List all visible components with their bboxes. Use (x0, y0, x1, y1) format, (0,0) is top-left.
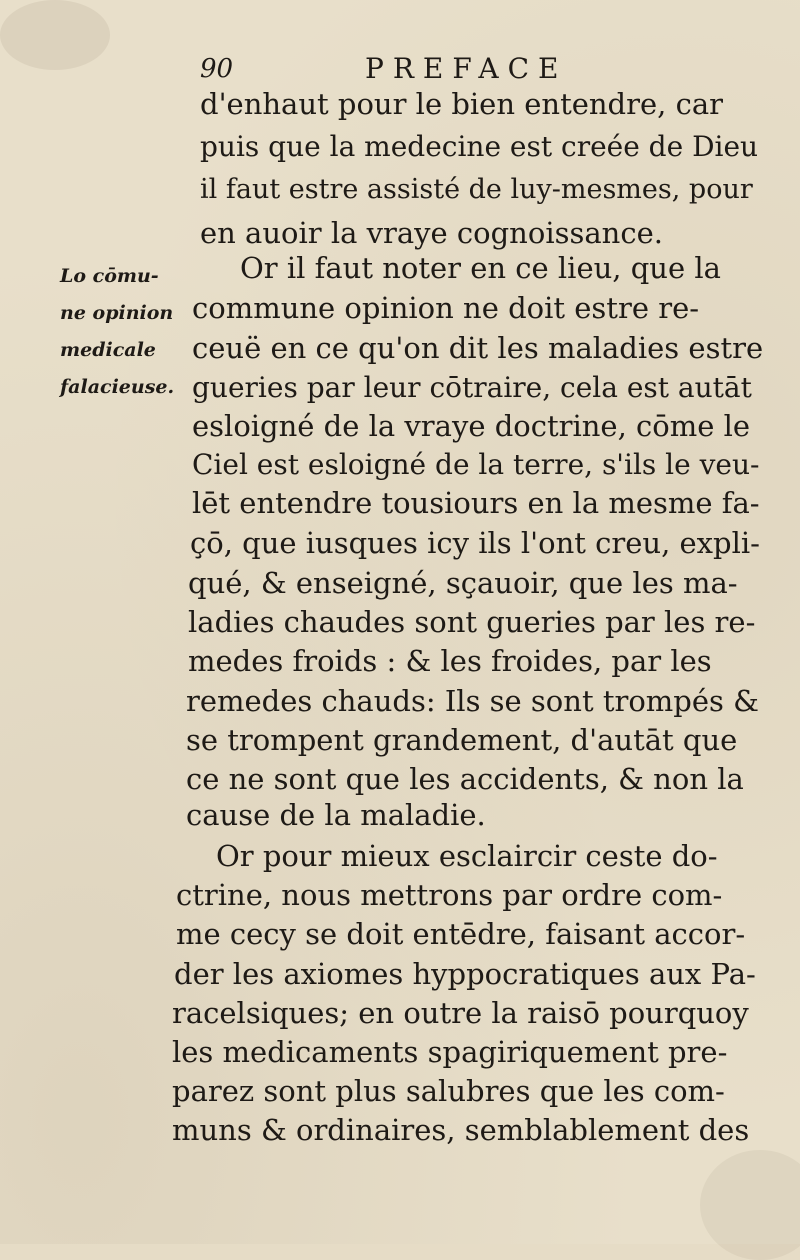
page-number: 90 (200, 54, 234, 84)
text-line: der les axiomes hyppocratiques aux Pa- (174, 957, 756, 991)
margin-note-line: medicale (60, 339, 156, 361)
text-line: Or pour mieux esclaircir ceste do- (216, 839, 718, 873)
text-line: lēt entendre tousiours en la mesme fa- (192, 486, 760, 520)
text-line: medes froids : & les froides, par les (188, 644, 712, 678)
text-line: gueries par leur cōtraire, cela est autāt (192, 371, 752, 404)
text-line: ceuë en ce qu'on dit les maladies estre (192, 331, 764, 365)
text-line: commune opinion ne doit estre re- (192, 291, 700, 325)
text-line: racelsiques; en outre la raisō pourquoy (172, 996, 749, 1030)
text-line: puis que la medecine est creée de Dieu (200, 130, 759, 163)
text-line: cause de la maladie. (186, 798, 486, 832)
text-line: qué, & enseigné, sçauoir, que les ma- (188, 566, 738, 600)
text-line: il faut estre assisté de luy-mesmes, pour (200, 174, 753, 205)
text-line: d'enhaut pour le bien entendre, car (200, 87, 723, 121)
running-head (200, 52, 740, 88)
paper-stain (0, 0, 110, 70)
margin-note-line: Lo cōmu- (60, 265, 159, 287)
text-line: ctrine, nous mettrons par ordre com- (176, 878, 723, 912)
margin-note-line: ne opinion (60, 302, 174, 324)
margin-note (60, 258, 200, 406)
text-line: ladies chaudes sont gueries par les re- (188, 605, 756, 639)
text-line: se trompent grandement, d'autāt que (186, 723, 738, 757)
text-line: les medicaments spagiriquement pre- (172, 1035, 728, 1069)
text-line: muns & ordinaires, semblablement des (172, 1113, 750, 1147)
text-line: en auoir la vraye cognoissance. (200, 216, 663, 250)
text-line: parez sont plus salubres que les com- (172, 1074, 725, 1108)
text-line: remedes chauds: Ils se sont trompés & (186, 684, 759, 718)
text-line: Or il faut noter en ce lieu, que la (240, 251, 721, 285)
text-line: çō, que iusques icy ils l'ont creu, expli- (190, 526, 760, 560)
text-line: me cecy se doit entēdre, faisant accor- (176, 917, 746, 951)
margin-note-line: falacieuse. (60, 376, 175, 398)
text-line: esloigné de la vraye doctrine, cōme le (192, 409, 751, 443)
running-title: PREFACE (365, 52, 568, 85)
text-line: ce ne sont que les accidents, & non la (186, 762, 744, 796)
text-line: Ciel est esloigné de la terre, s'ils le veu- (192, 448, 760, 481)
